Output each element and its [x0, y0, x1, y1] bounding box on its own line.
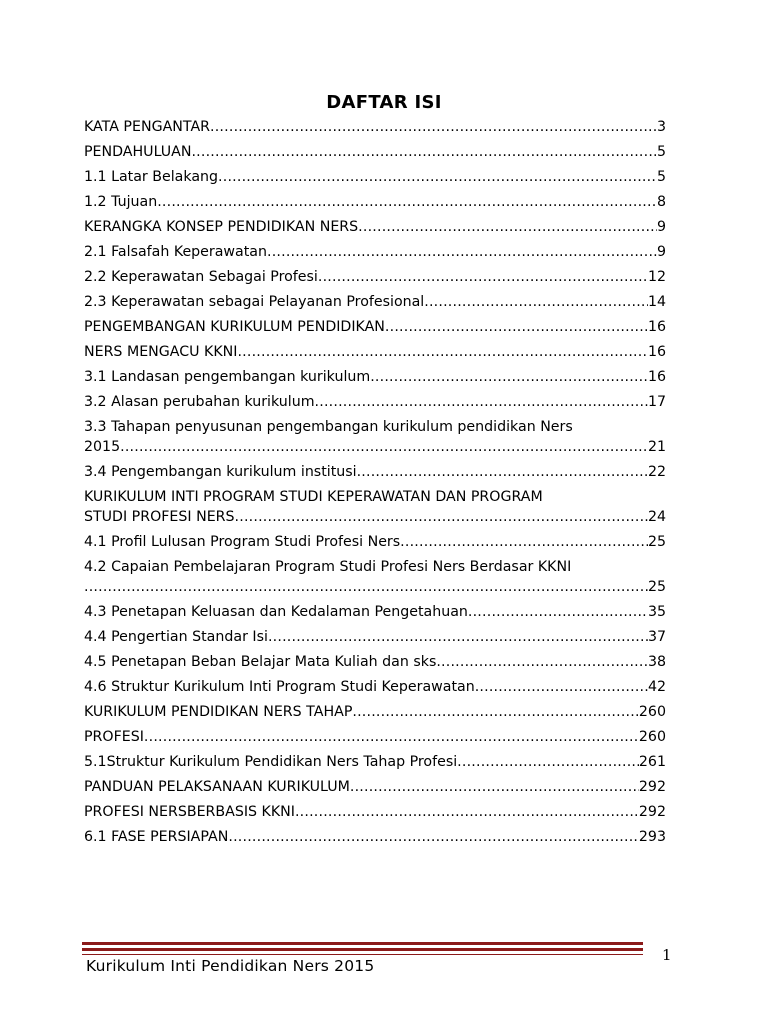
toc-dot-leader	[218, 167, 657, 187]
toc-entry-line	[84, 702, 666, 722]
toc-entry	[84, 602, 666, 622]
toc-entry-page: 35	[647, 604, 666, 620]
toc-entry	[84, 317, 666, 337]
page-title: DAFTAR ISI	[326, 92, 442, 113]
toc-entry-line	[84, 317, 666, 337]
toc-entry-page: 260	[638, 729, 666, 745]
toc-entry	[84, 242, 666, 262]
toc-entry-page: 37	[647, 629, 666, 645]
toc-entry-page: 260	[638, 704, 666, 720]
toc-entry-title: PENDAHULUAN	[84, 144, 192, 160]
toc-entry-title: 4.1 Profil Lulusan Program Studi Profesi Ners	[84, 534, 401, 550]
toc-dot-leader	[357, 462, 648, 482]
toc-entry-title: PROFESI NERSBERBASIS KKNI	[84, 804, 295, 820]
toc-entry	[84, 367, 666, 387]
toc-entry-page: 9	[656, 244, 666, 260]
toc-entry	[84, 627, 666, 647]
toc-dot-leader	[228, 827, 639, 847]
toc-dot-leader	[267, 242, 657, 262]
toc-entry	[84, 267, 666, 287]
toc-entry-page: 16	[647, 319, 666, 335]
toc-entry-page: 21	[647, 439, 666, 455]
toc-dot-leader	[210, 117, 657, 137]
toc-entry-page: 24	[647, 509, 666, 525]
toc-entry	[84, 532, 666, 552]
toc-entry	[84, 777, 666, 797]
toc-entry-title: 4.3 Penetapan Keluasan dan Kedalaman Pengetahuan	[84, 604, 468, 620]
toc-entry	[84, 652, 666, 672]
toc-dot-leader	[144, 727, 639, 747]
toc-entry-page: 12	[647, 269, 666, 285]
toc-entry-title: 2015	[84, 439, 121, 455]
toc-entry-page: 9	[656, 219, 666, 235]
toc-entry-page: 17	[647, 394, 666, 410]
toc-entry-line	[84, 167, 666, 187]
toc-entry-line	[84, 292, 666, 312]
toc-entry-line	[84, 242, 666, 262]
toc-entry	[84, 392, 666, 412]
toc-entry-title: 2.3 Keperawatan sebagai Pelayanan Profesional	[84, 294, 425, 310]
toc-dot-leader	[268, 627, 648, 647]
toc-entry-line	[84, 392, 666, 412]
toc-entry-title: KATA PENGANTAR	[84, 119, 211, 135]
toc-entry-page: 25	[647, 534, 666, 550]
toc-entry-title: 4.4 Pengertian Standar Isi	[84, 629, 268, 645]
toc-entry-line	[84, 462, 666, 482]
toc-dot-leader	[457, 752, 639, 772]
toc-dot-leader	[475, 677, 648, 697]
footer-rule-top	[82, 942, 643, 945]
toc-entry-title: STUDI PROFESI NERS	[84, 509, 235, 525]
toc-dot-leader	[84, 577, 648, 597]
toc-entry-line	[84, 532, 666, 552]
toc-entry-title: KURIKULUM PENDIDIKAN NERS TAHAP	[84, 704, 353, 720]
toc-entry	[84, 677, 666, 697]
toc-entry-page: 5	[656, 169, 666, 185]
toc-entry-title: 6.1 FASE PERSIAPAN	[84, 829, 229, 845]
toc-entry-title: 4.5 Penetapan Beban Belajar Mata Kuliah dan sks	[84, 654, 437, 670]
toc-entry-line	[84, 117, 666, 137]
toc-dot-leader	[436, 652, 648, 672]
toc-entry-title: PROFESI	[84, 729, 144, 745]
toc-entry-page: 16	[647, 369, 666, 385]
toc-entry-line	[84, 727, 666, 747]
toc-entry	[84, 342, 666, 362]
toc-entry-page: 261	[638, 754, 666, 770]
toc-dot-leader	[468, 602, 648, 622]
toc-entry-line	[84, 677, 666, 697]
toc-dot-leader	[157, 192, 657, 212]
toc-entry	[84, 727, 666, 747]
toc-entry-page: 25	[647, 579, 666, 595]
toc-entry-page: 292	[638, 779, 666, 795]
toc-entry-line	[84, 627, 666, 647]
toc-entry-page: 5	[656, 144, 666, 160]
toc-entry-page: 14	[647, 294, 666, 310]
toc-dot-leader	[400, 532, 648, 552]
table-of-contents	[84, 117, 666, 852]
toc-entry-line	[84, 217, 666, 237]
toc-entry	[84, 192, 666, 212]
toc-entry-title: KERANGKA KONSEP PENDIDIKAN NERS	[84, 219, 359, 235]
toc-entry-title-line: 3.3 Tahapan penyusunan pengembangan kurikulum pendidikan Ners	[84, 419, 573, 435]
toc-entry-line	[84, 142, 666, 162]
toc-entry-page: 8	[656, 194, 666, 210]
toc-entry	[84, 142, 666, 162]
toc-dot-leader	[370, 367, 648, 387]
toc-entry-line	[84, 267, 666, 287]
toc-entry-line	[84, 827, 666, 847]
toc-entry-title: 1.2 Tujuan	[84, 194, 158, 210]
toc-entry	[84, 752, 666, 772]
toc-entry-page: 293	[638, 829, 666, 845]
toc-entry-line	[84, 752, 666, 772]
toc-entry-title-line: KURIKULUM INTI PROGRAM STUDI KEPERAWATAN DAN PROGRAM	[84, 489, 543, 505]
toc-dot-leader	[352, 702, 639, 722]
toc-entry-title: 4.6 Struktur Kurikulum Inti Program Studi Keperawatan	[84, 679, 475, 695]
toc-entry	[84, 702, 666, 722]
toc-entry-page: 38	[647, 654, 666, 670]
page-number: 1	[662, 946, 672, 964]
footer-rule-bottom	[82, 954, 643, 955]
toc-entry-page: 42	[647, 679, 666, 695]
toc-entry-title: 3.1 Landasan pengembangan kurikulum	[84, 369, 371, 385]
toc-dot-leader	[235, 507, 648, 527]
toc-entry-page: 22	[647, 464, 666, 480]
toc-entry-line	[84, 437, 666, 457]
toc-entry-line	[84, 577, 666, 597]
toc-entry-line	[84, 342, 666, 362]
toc-entry-line	[84, 777, 666, 797]
toc-dot-leader	[120, 437, 648, 457]
toc-entry-page: 16	[647, 344, 666, 360]
toc-dot-leader	[318, 267, 648, 287]
toc-entry-title: Struktur Kurikulum Pendidikan Ners Tahap Profesi	[106, 754, 458, 770]
toc-entry	[84, 167, 666, 187]
toc-entry-title: 1.1 Latar Belakang	[84, 169, 219, 185]
toc-entry	[84, 557, 666, 597]
toc-dot-leader	[295, 802, 639, 822]
toc-entry-title: 3.4 Pengembangan kurikulum institusi	[84, 464, 357, 480]
toc-entry-line	[84, 192, 666, 212]
footer-rule-middle	[82, 948, 643, 951]
toc-entry-title: 2.2 Keperawatan Sebagai Profesi	[84, 269, 318, 285]
toc-entry	[84, 827, 666, 847]
toc-entry-line	[84, 802, 666, 822]
toc-entry-title: PENGEMBANGAN KURIKULUM PENDIDIKAN	[84, 319, 385, 335]
toc-entry-title: PANDUAN PELAKSANAAN KURIKULUM	[84, 779, 350, 795]
toc-entry-title-line: 4.2 Capaian Pembelajaran Program Studi Profesi Ners Berdasar KKNI	[84, 559, 572, 575]
toc-dot-leader	[424, 292, 648, 312]
toc-entry	[84, 217, 666, 237]
toc-entry-page: 3	[656, 119, 666, 135]
toc-entry-line	[84, 652, 666, 672]
toc-entry-title: 2.1 Falsafah Keperawatan	[84, 244, 267, 260]
toc-dot-leader	[237, 342, 648, 362]
toc-entry-title: 3.2 Alasan perubahan kurikulum	[84, 394, 315, 410]
toc-dot-leader	[315, 392, 648, 412]
toc-dot-leader	[191, 142, 657, 162]
toc-entry-page: 292	[638, 804, 666, 820]
toc-entry	[84, 292, 666, 312]
toc-entry	[84, 462, 666, 482]
footer-text: Kurikulum Inti Pendidikan Ners 2015	[86, 957, 375, 975]
toc-dot-leader	[385, 317, 648, 337]
toc-entry	[84, 802, 666, 822]
toc-entry-line	[84, 507, 666, 527]
toc-entry-line	[84, 602, 666, 622]
toc-entry	[84, 417, 666, 457]
toc-entry-line	[84, 367, 666, 387]
toc-entry	[84, 487, 666, 527]
toc-dot-leader	[350, 777, 639, 797]
toc-entry-number: 5.1	[84, 754, 107, 770]
toc-dot-leader	[358, 217, 657, 237]
toc-entry-title: NERS MENGACU KKNI	[84, 344, 238, 360]
toc-entry	[84, 117, 666, 137]
